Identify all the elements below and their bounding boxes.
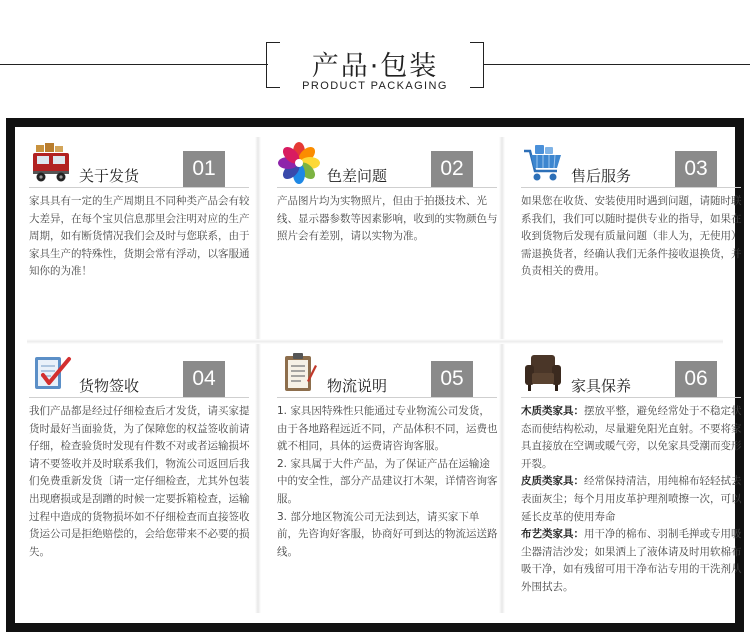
care-label: 布艺类家具：	[521, 528, 584, 541]
info-cell-color	[277, 141, 507, 337]
care-label: 木质类家具：	[521, 405, 584, 417]
cell-title: 售后服务	[571, 167, 632, 185]
logistics-paragraph: 3. 部分地区物流公司无法到达，请买家下单前，先咨询好客服，协商好可到达的物流运送路线。	[277, 510, 498, 558]
page-header	[0, 0, 750, 110]
delivery-truck-icon	[29, 141, 73, 185]
title-underline	[29, 397, 249, 398]
info-cell-shipping	[29, 141, 259, 337]
number-badge: 05	[431, 361, 473, 397]
cell-text: 家具具有一定的生产周期且不同种类产品会有较大差异，在每个宝贝信息那里会注明对应的生产周期，如有断货情况我们会及时与您联系，由于家具生产的特殊性，货期会常有浮动，以客服通知你的为准！	[29, 195, 250, 278]
cell-title: 物流说明	[327, 377, 388, 395]
info-cell-care	[521, 351, 750, 619]
header-bracket-left	[266, 42, 280, 88]
header-bracket-right	[470, 42, 484, 88]
care-text: 摆放平整，避免经常处于不稳定状态而使结构松动，尽量避免阳光直射。不要将家具直接放在空调或暖气旁，以免家具受潮而变形开裂。	[521, 405, 742, 470]
cell-title: 色差问题	[327, 167, 388, 185]
care-text: 用干净的棉布、羽制毛掸或专用吸尘器清洁沙发；如果洒上了液体请及时用软棉布吸干净，如有残留可用干净布沾专用的干洗剂从外围拭去。	[521, 528, 742, 593]
shopping-cart-icon	[521, 141, 565, 185]
title-underline	[521, 187, 741, 188]
care-item-leather	[521, 473, 743, 526]
info-panel	[15, 127, 742, 623]
cell-text	[277, 403, 499, 561]
page-title: 产品·包装	[311, 51, 439, 82]
cell-text	[521, 403, 743, 597]
info-cell-logistics	[277, 351, 507, 619]
info-cell-receipt	[29, 351, 259, 619]
care-item-wood	[521, 403, 743, 473]
info-frame	[6, 118, 744, 632]
number-badge: 04	[183, 361, 225, 397]
armchair-icon	[521, 351, 565, 395]
care-label: 皮质类家具：	[521, 475, 584, 488]
title-underline	[521, 397, 741, 398]
title-underline	[277, 397, 497, 398]
cell-title: 货物签收	[79, 377, 140, 395]
color-petals-icon	[277, 141, 321, 185]
page-subtitle: PRODUCT PACKAGING	[302, 80, 448, 92]
cell-text: 如果您在收货、安装使用时遇到问题，请随时联系我们，我们可以随时提供专业的指导，如果在收到货物后发现有质量问题（非人为，无使用）需退换货者，经确认我们无条件接收退换货，并负责相关的费用。	[521, 195, 742, 278]
number-badge: 01	[183, 151, 225, 187]
logistics-paragraph: 2. 家具属于大件产品，为了保证产品在运输途中的安全性，部分产品建议打木架，详情咨询客服。	[277, 457, 498, 505]
number-badge: 02	[431, 151, 473, 187]
checkmark-document-icon	[29, 351, 73, 395]
clipboard-list-icon	[277, 351, 321, 395]
header-rule-right	[484, 64, 750, 65]
number-badge: 06	[675, 361, 717, 397]
header-rule-left	[0, 64, 268, 65]
number-badge: 03	[675, 151, 717, 187]
cell-text: 我们产品都是经过仔细检查后才发货，请买家提货时最好当面验货，为了保障您的权益签收前请仔细，检查验货时发现有件数不对或者运输损坏请不要签收并及时联系我们，物流公司返回后我们免费重新发货〔请一定仔细检查，尤其外包装出现磨损或是刮蹭的时候一定要拆箱检查，运输过程中造成的货物损坏如不仔细检查而直接签收货运公司是拒绝赔偿的，会给您带来不必要的损失。	[29, 405, 250, 558]
title-underline	[277, 187, 497, 188]
cell-text: 产品图片均为实物照片，但由于拍摄技术、光线、显示器参数等因素影响，收到的实物颜色与照片会有差别，请以实物为准。	[277, 195, 498, 243]
care-text: 经常保持清洁，用纯棉布轻轻拭去表面灰尘；每个月用皮革护理剂喷擦一次，可以延长皮革的使用寿命	[521, 475, 742, 523]
row-divider	[27, 339, 723, 344]
cell-title: 家具保养	[571, 377, 632, 395]
title-underline	[29, 187, 249, 188]
cell-title: 关于发货	[79, 167, 140, 185]
care-item-fabric	[521, 526, 743, 596]
logistics-paragraph: 1. 家具因特殊性只能通过专业物流公司发货，由于各地路程远近不同，产品体积不同，运费也就不相同，具体的运费请咨询客服。	[277, 405, 498, 453]
info-cell-aftersales	[521, 141, 750, 337]
